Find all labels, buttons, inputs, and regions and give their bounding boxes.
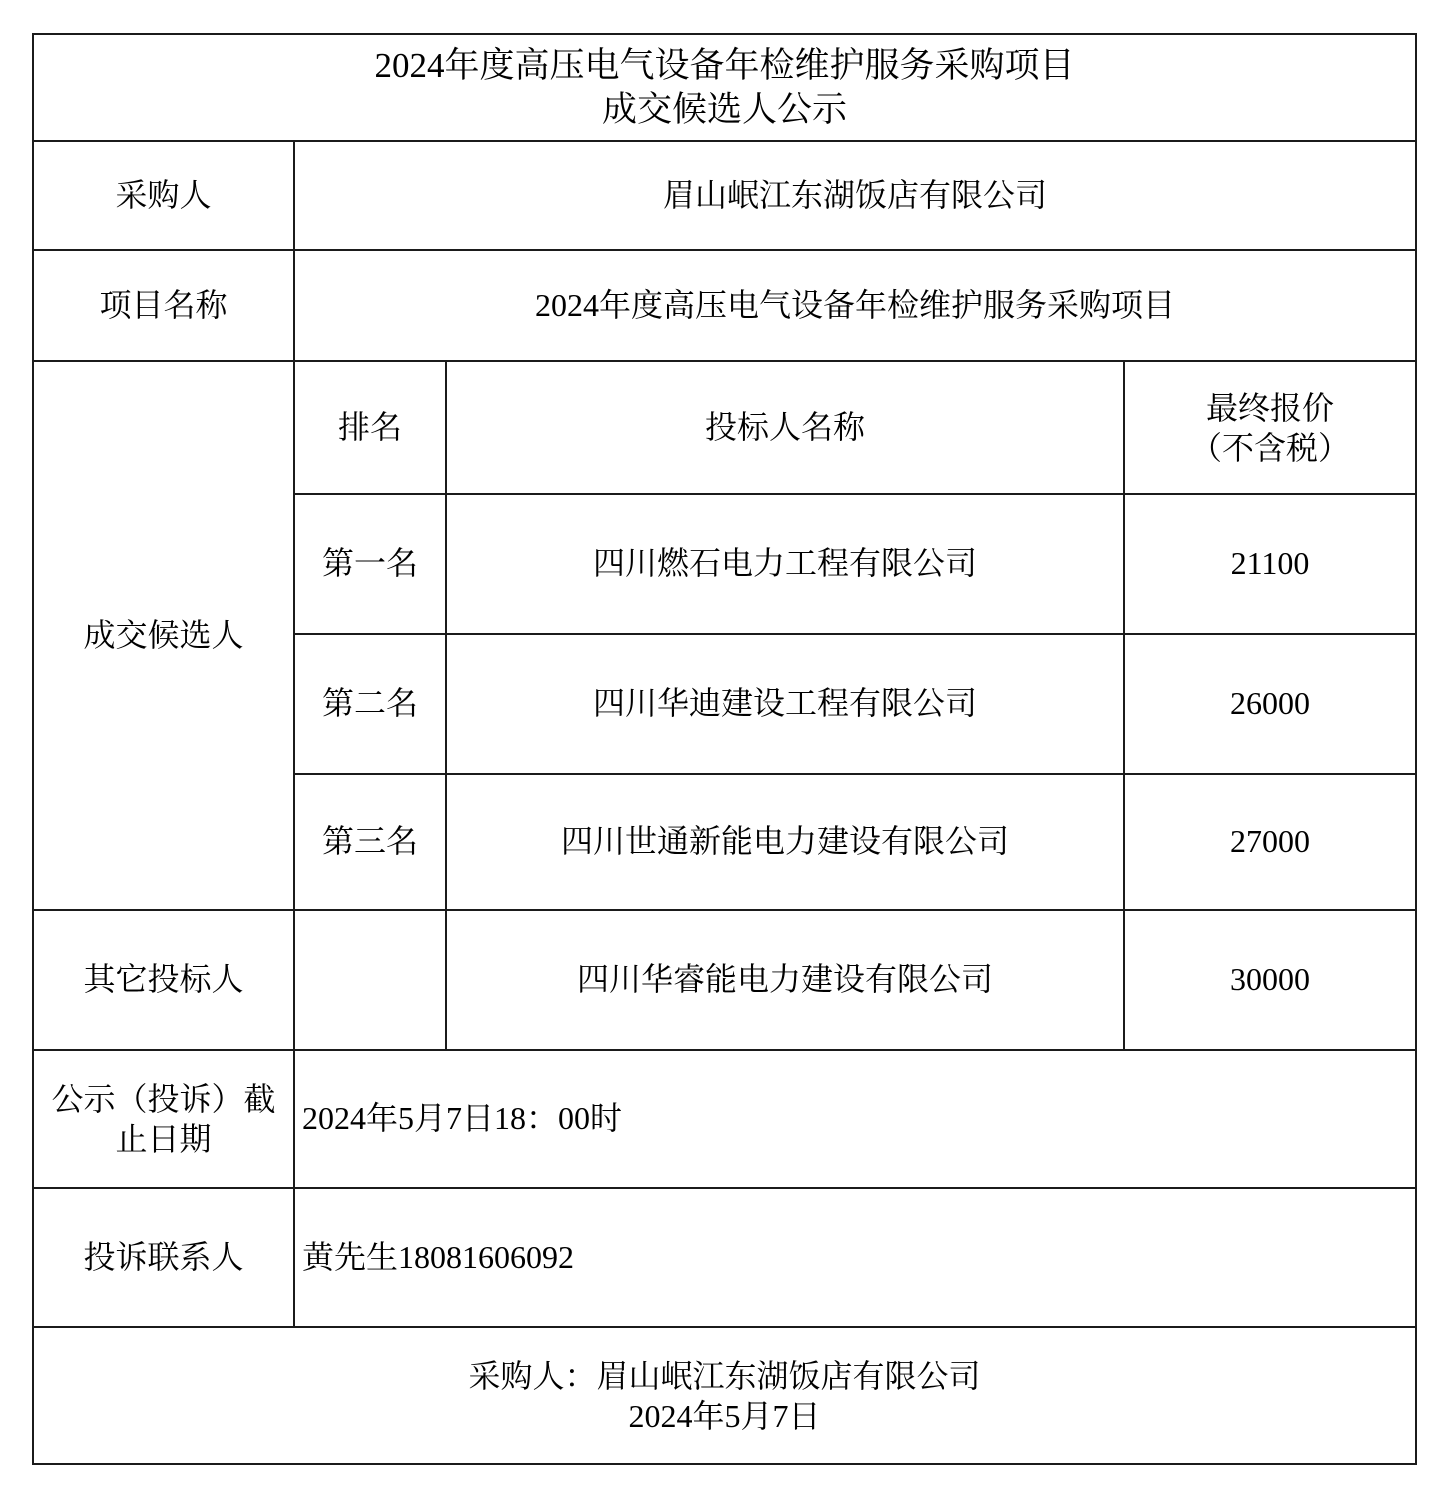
candidates-header-row [33,361,1416,494]
price-header-line-2: （不含税） [1190,429,1351,466]
column-header-rank: 排名 [294,361,446,494]
candidates-label: 成交候选人 [33,361,294,910]
deadline-label [33,1050,294,1188]
announcement-table [32,33,1417,1465]
deadline-label-line-1: 公示（投诉）截 [51,1081,276,1117]
footer [33,1327,1416,1464]
column-header-bidder: 投标人名称 [446,361,1124,494]
contact-label: 投诉联系人 [33,1188,294,1327]
deadline-row [33,1050,1416,1188]
other-rank-cell-empty [294,910,446,1050]
project-name-row [33,250,1416,361]
title-line-2: 成交候选人公示 [602,89,848,129]
purchaser-row [33,141,1416,250]
other-bidders-label: 其它投标人 [33,910,294,1050]
footer-row [33,1327,1416,1464]
other-price-cell: 30000 [1124,910,1416,1050]
rank-cell: 第二名 [294,634,446,774]
title-row [33,34,1416,141]
title-line-1: 2024年度高压电气设备年检维护服务采购项目 [374,45,1075,85]
bidder-cell: 四川燃石电力工程有限公司 [446,494,1124,634]
purchaser-value: 眉山岷江东湖饭店有限公司 [294,141,1416,250]
footer-purchaser-line: 采购人：眉山岷江东湖饭店有限公司 [468,1357,981,1394]
price-cell: 21100 [1124,494,1416,634]
other-bidders-row [33,910,1416,1050]
page-title [33,34,1416,141]
price-header-line-1: 最终报价 [1206,389,1335,426]
contact-row [33,1188,1416,1327]
other-bidder-cell: 四川华睿能电力建设有限公司 [446,910,1124,1050]
bidder-cell: 四川世通新能电力建设有限公司 [446,774,1124,910]
price-cell: 27000 [1124,774,1416,910]
rank-cell: 第一名 [294,494,446,634]
rank-cell: 第三名 [294,774,446,910]
purchaser-label: 采购人 [33,141,294,250]
project-name-value: 2024年度高压电气设备年检维护服务采购项目 [294,250,1416,361]
project-name-label: 项目名称 [33,250,294,361]
contact-value: 黄先生18081606092 [294,1188,1416,1327]
price-cell: 26000 [1124,634,1416,774]
column-header-price [1124,361,1416,494]
deadline-value: 2024年5月7日18：00时 [294,1050,1416,1188]
bidder-cell: 四川华迪建设工程有限公司 [446,634,1124,774]
deadline-label-line-2: 止日期 [115,1121,212,1157]
footer-date-line: 2024年5月7日 [628,1397,821,1434]
